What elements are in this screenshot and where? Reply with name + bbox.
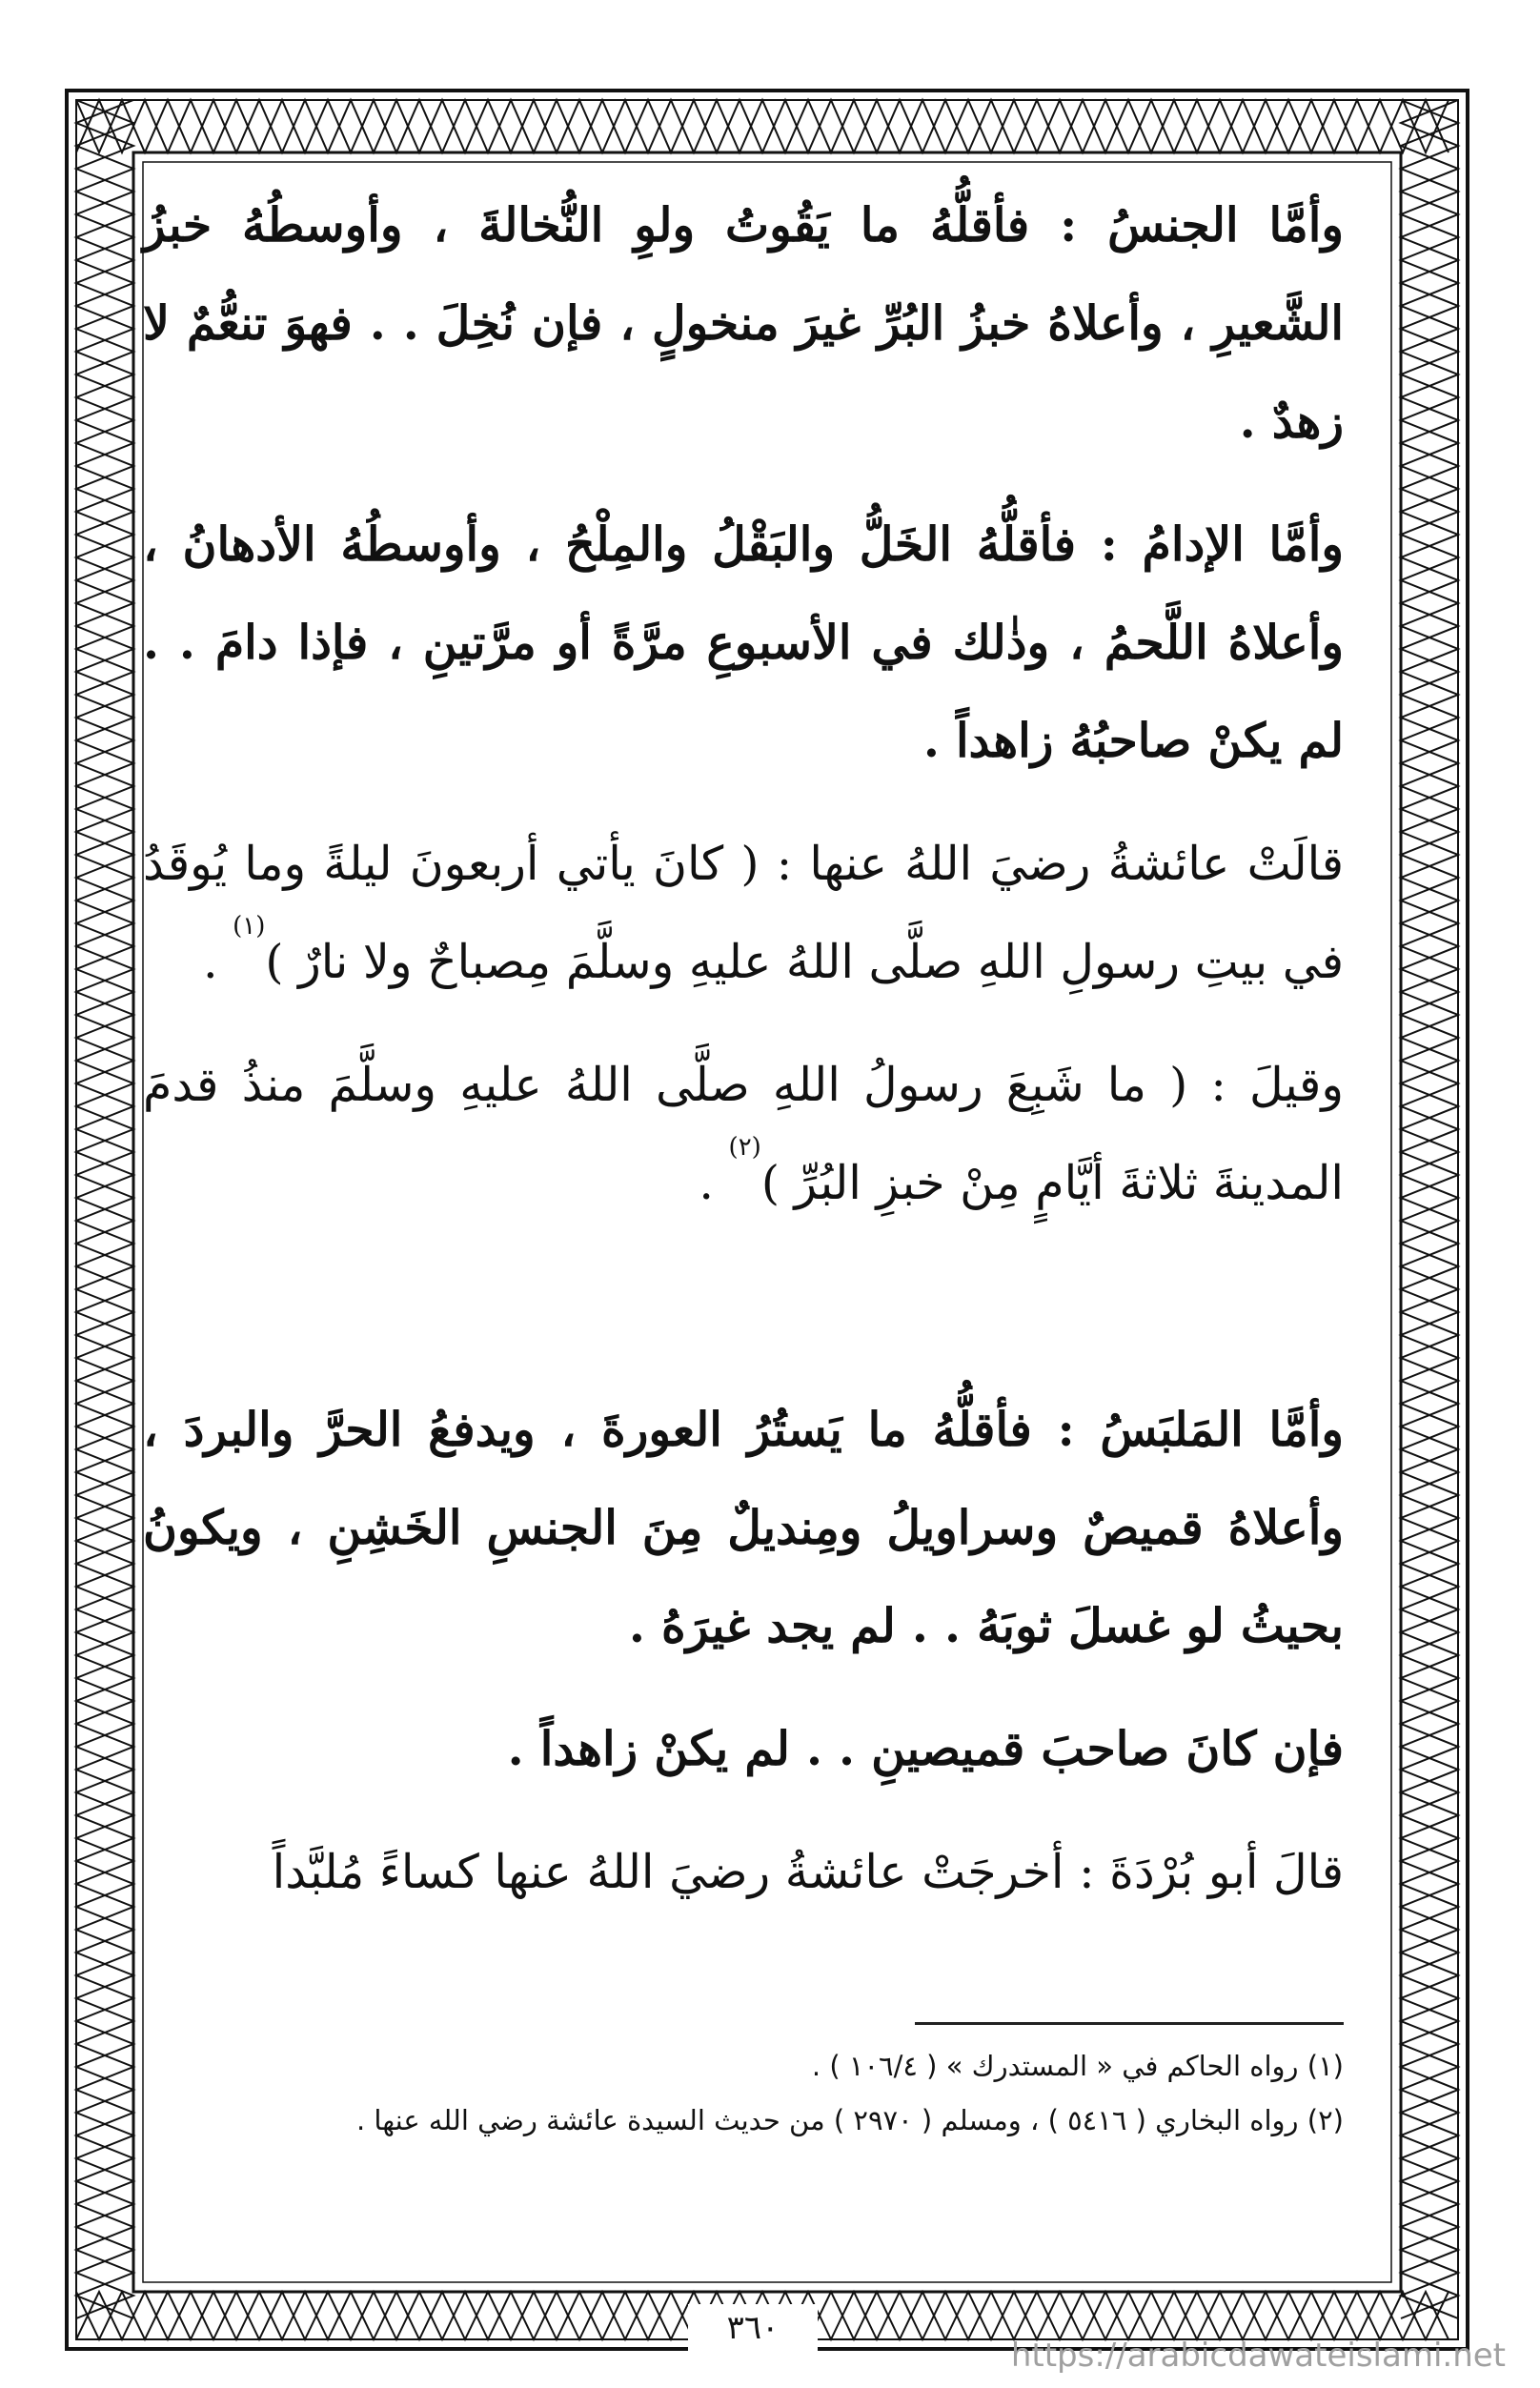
paragraph-bread-hadith: وقيلَ : ( ما شَبِعَ رسولُ اللهِ صلَّى اللهُ عليهِ وسلَّمَ منذُ قدمَ المدينةَ ثلاثةَ أيَّامٍ مِنْ خبزِ البُرِّ )$^{(٢)}$ . — [143, 1058, 1344, 1210]
watermark-url: https://arabicdawateislami.net — [1010, 2337, 1506, 2375]
footnote-1: (١) رواه الحاكم في « المستدرك » ( ١٠٦/٤ ) . — [811, 2050, 1344, 2082]
paragraph-two-shirts: فإن كانَ صاحبَ قميصينِ . . لم يكنْ زاهداً . — [507, 1721, 1344, 1776]
paragraph-abu-burda: قالَ أبو بُرْدَةَ : أخرجَتْ عائشةُ رضيَ اللهُ عنها كساءً مُلبَّداً — [272, 1845, 1344, 1899]
paragraph-clothing: وأمَّا المَلبَسُ : فأقلُّهُ ما يَستُرُ العورةَ ، ويدفعُ الحرَّ والبردَ ، وأعلاهُ قميصٌ وسراويلُ ومِنديلٌ مِنَ الجنسِ الخَشِنِ ، ويكونُ بحيثُ لو غسلَ ثوبَهُ . . لم يجد غيرَهُ . — [143, 1402, 1344, 1653]
section-gap — [143, 1257, 1344, 1381]
page-number: ٣٦٠ — [688, 2304, 818, 2352]
paragraph-relish: وأمَّا الإدامُ : فأقلُّهُ الخَلُّ والبَقْلُ والمِلْحُ ، وأوسطُهُ الأدهانُ ، وأعلاهُ اللَّحمُ ، وذٰلك في الأسبوعِ مرَّةً أو مرَّتينِ ، فإذا دامَ . . لم يكنْ صاحبُهُ زاهداً . — [143, 516, 1344, 768]
paragraph-aisha-hadith: قالَتْ عائشةُ رضيَ اللهُ عنها : ( كانَ يأتي أربعونَ ليلةً وما يُوقَدُ في بيتِ رسولِ اللهِ صلَّى اللهُ عليهِ وسلَّمَ مِصباحٌ ولا نارٌ )$^{(١)}$ . — [143, 837, 1344, 989]
footnote-2: (٢) رواه البخاري ( ٥٤١٦ ) ، ومسلم ( ٢٩٧٠ ) من حديث السيدة عائشة رضي الله عنها . — [355, 2104, 1344, 2136]
main-text — [143, 176, 1344, 1946]
footnote-marker-1: (١) — [233, 912, 266, 941]
paragraph-food-type: وأمَّا الجنسُ : فأقلُّهُ ما يَقُوتُ ولوِ النُّخالةَ ، وأوسطُهُ خبزُ الشَّعيرِ ، وأعلاهُ خبزُ البُرِّ غيرَ منخولٍ ، فإن نُخِلَ . . فهوَ تنعُّمٌ لا زهدٌ . — [143, 197, 1344, 449]
footnotes — [181, 2039, 1344, 2148]
footnote-separator — [915, 2022, 1344, 2025]
footnote-marker-2: (٢) — [728, 1133, 761, 1162]
